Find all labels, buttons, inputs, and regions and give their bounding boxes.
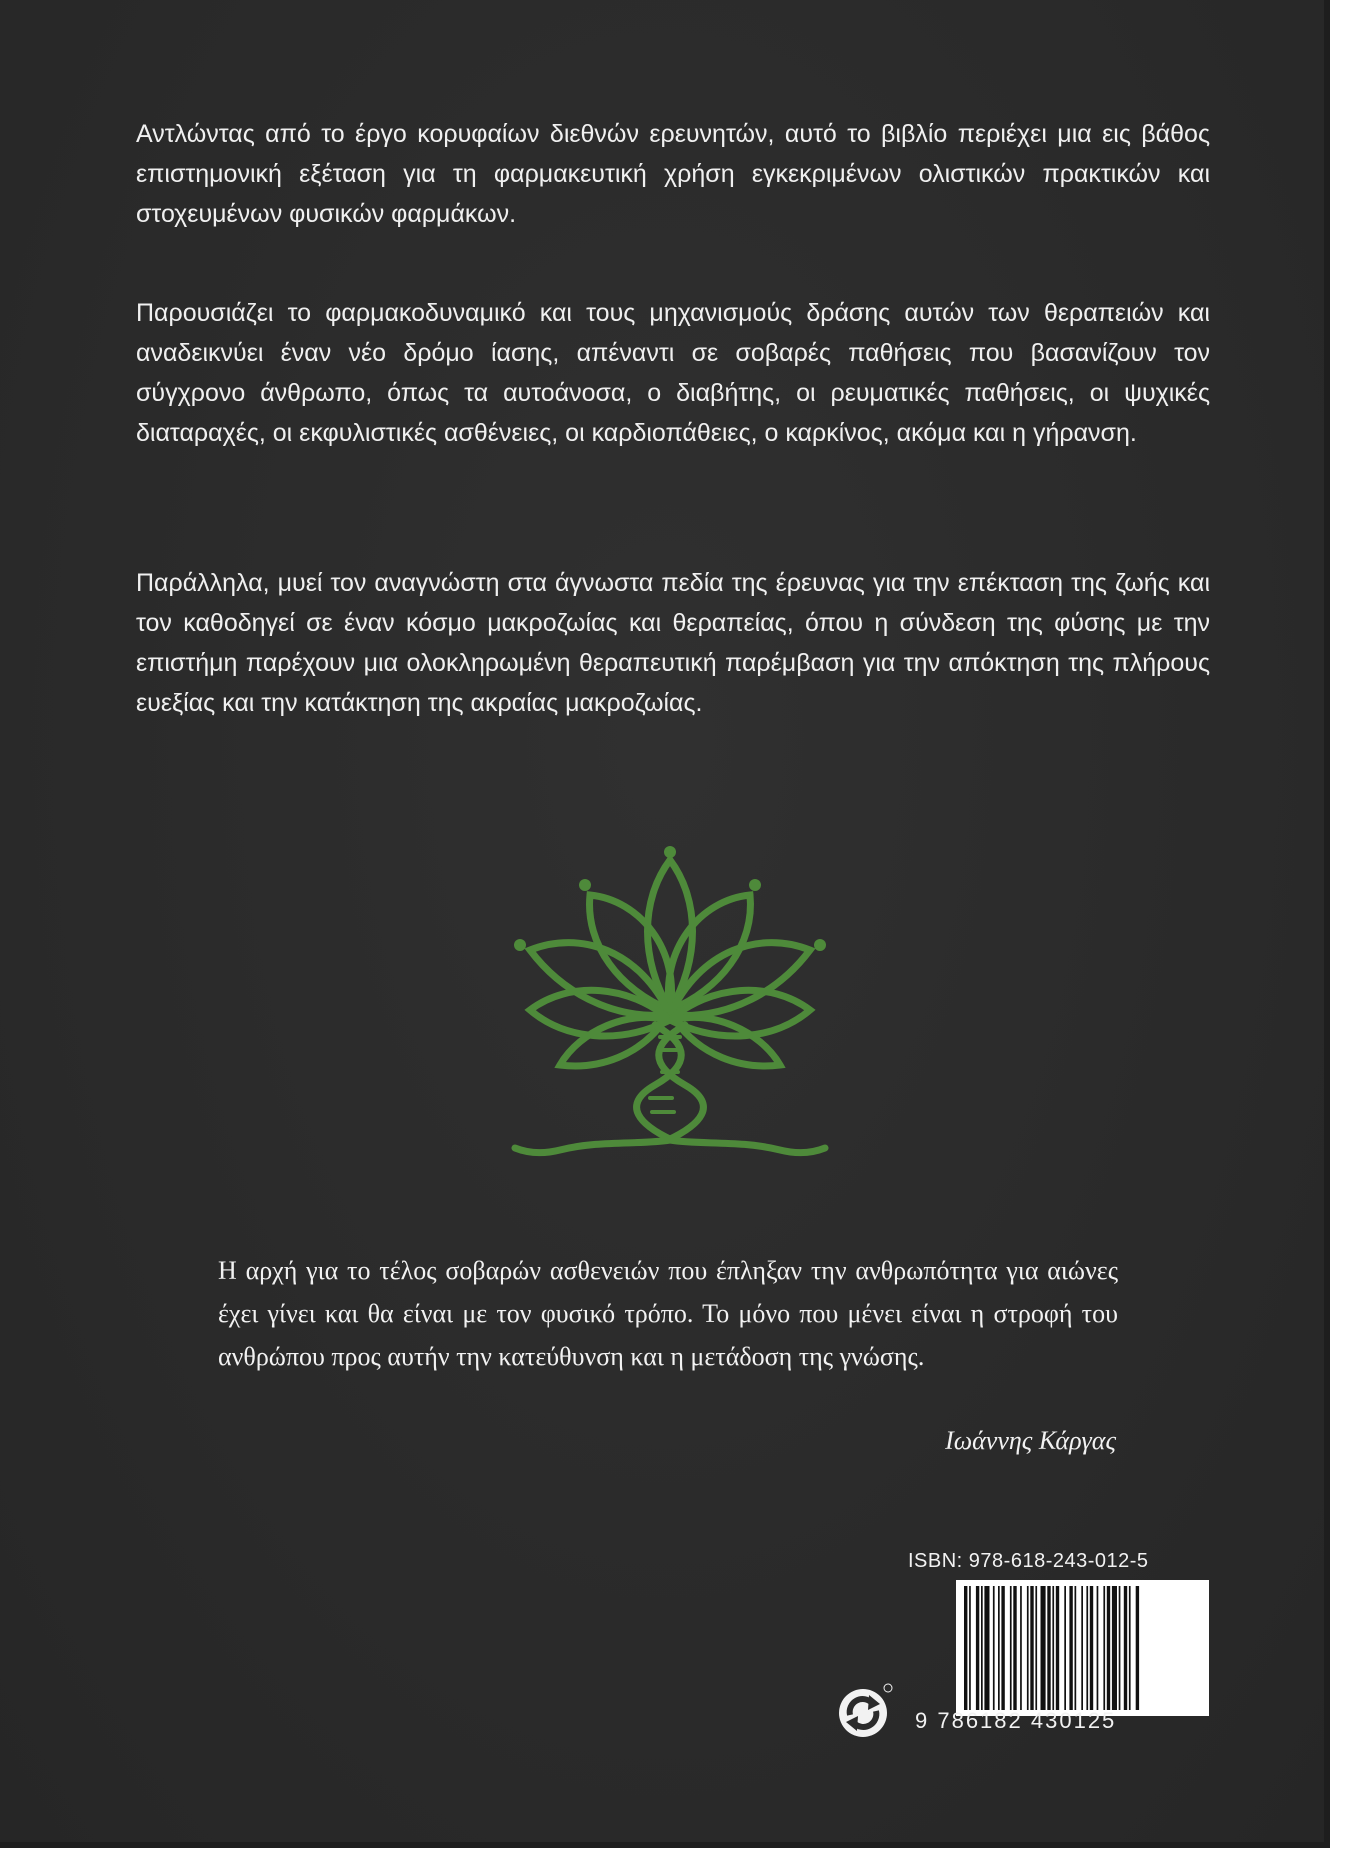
barcode-bar <box>1035 1586 1037 1710</box>
barcode-bar <box>1097 1586 1099 1710</box>
tree-of-life-dna-icon <box>490 840 850 1190</box>
barcode-bar <box>993 1586 995 1710</box>
isbn-label: ISBN: 978-618-243-012-5 <box>908 1550 1149 1572</box>
barcode-bar <box>1041 1586 1046 1710</box>
barcode-bar <box>998 1586 1000 1710</box>
barcode-bar <box>981 1586 983 1710</box>
barcode-bar <box>1047 1586 1050 1710</box>
barcode-bar <box>1052 1586 1054 1710</box>
barcode-bar <box>1010 1586 1012 1710</box>
barcode-bar <box>964 1586 967 1710</box>
barcode-bar <box>1030 1586 1033 1710</box>
blurb-paragraph-2: Παρουσιάζει το φαρμακοδυναμικό και τους μηχανισμούς δράσης αυτών των θεραπειών και αναδεικνύει έναν νέο δρόμο ίασης, απέναντι σε σοβαρές παθήσεις που βασανίζουν τον σύγχρονο άνθρωπο, όπως τα αυτοάνοσα, ο διαβήτης, οι ρευματικές παθήσεις, οι ψυχικές διαταραχές, οι εκφυλιστικές ασθένειες, οι καρδιοπάθειες, ο καρκίνος, ακόμα και η γήρανση. <box>136 299 1210 447</box>
barcode-bar <box>1081 1586 1083 1710</box>
barcode-bar <box>984 1586 989 1710</box>
barcode-bar <box>1136 1586 1139 1710</box>
barcode-bar <box>1075 1586 1077 1710</box>
quote-author: Ιωάννης Κάργας <box>945 1426 1116 1455</box>
barcode-digits: 9 786182 430125 <box>915 1708 1117 1733</box>
barcode-bar <box>1064 1586 1066 1710</box>
barcode <box>956 1580 1209 1716</box>
recycle-icon <box>836 1682 894 1740</box>
barcode-bar <box>976 1586 979 1710</box>
barcode-bar <box>969 1586 971 1710</box>
barcode-bar <box>1124 1586 1127 1710</box>
barcode-bar <box>1013 1586 1016 1710</box>
barcode-bar <box>1103 1586 1105 1710</box>
barcode-bar <box>1027 1586 1029 1710</box>
barcode-bar <box>1069 1586 1072 1710</box>
barcode-bar <box>1090 1586 1093 1710</box>
barcode-bar <box>1107 1586 1110 1710</box>
author-quote: Η αρχή για το τέλος σοβαρών ασθενειών που έπληξαν την ανθρωπότητα για αιώνες έχει γίνει και θα είναι με τον φυσικό τρόπο. Το μόνο που μένει είναι η στροφή του ανθρώπου προς αυτήν την κατεύθυνση και η μετάδοση της γνώσης. <box>218 1256 1118 1371</box>
barcode-bar <box>1086 1586 1088 1710</box>
barcode-bar <box>1056 1586 1059 1710</box>
barcode-bar <box>1129 1586 1131 1710</box>
blurb-paragraph-3: Παράλληλα, μυεί τον αναγνώστη στα άγνωστα πεδία της έρευνας για την επέκταση της ζωής και τον καθοδηγεί σε έναν κόσμο μακροζωίας και θεραπείας, όπου η σύνδεση της φύσης με την επιστήμη παρέχουν μια ολοκληρωμένη θεραπευτική παρέμβαση για την απόκτηση της πλήρους ευεξίας και την κατάκτηση της ακραίας μακροζωίας. <box>136 569 1210 717</box>
barcode-bar <box>1112 1586 1117 1710</box>
barcode-bar <box>1001 1586 1004 1710</box>
barcode-bar <box>1020 1586 1022 1710</box>
blurb-paragraph-1: Αντλώντας από το έργο κορυφαίων διεθνών ερευνητών, αυτό το βιβλίο περιέχει μια εις βάθος επιστημονική εξέταση για τη φαρμακευτική χρήση εγκεκριμένων ολιστικών πρακτικών και στοχευμένων φυσικών φαρμάκων. <box>136 120 1210 228</box>
barcode-bar <box>1119 1586 1121 1710</box>
